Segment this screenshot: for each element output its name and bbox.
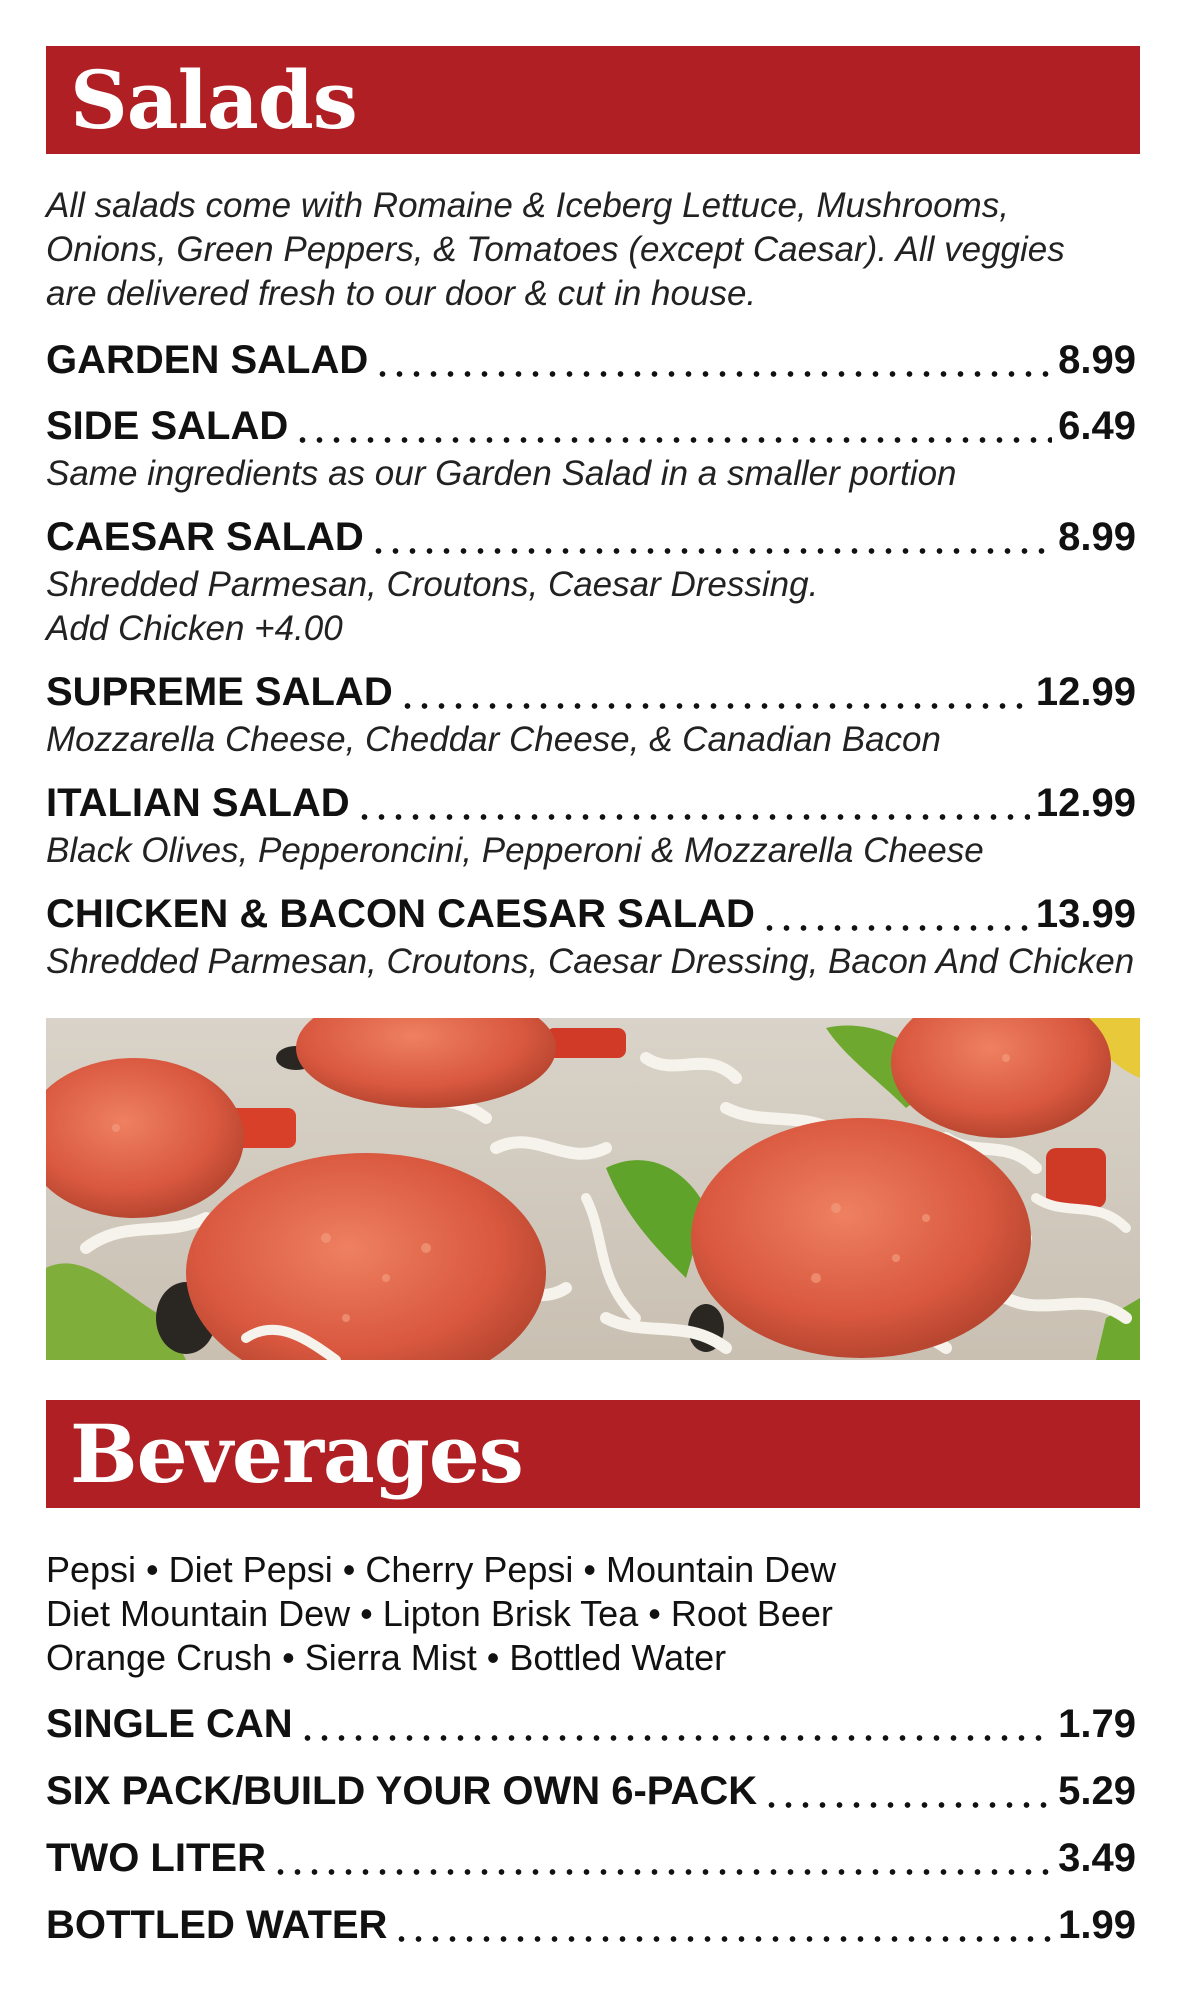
- item-description: Shredded Parmesan, Croutons, Caesar Dressing.: [46, 565, 819, 604]
- beverages-intro-line: Orange Crush • Sierra Mist • Bottled Water: [46, 1637, 727, 1678]
- menu-item-single-can: [46, 1698, 1136, 1750]
- beverages-heading: Beverages: [70, 1407, 523, 1501]
- beverages-intro: [46, 1548, 1140, 1680]
- dot-leader: [374, 338, 1052, 378]
- dot-leader: [356, 781, 1030, 821]
- item-price: 6.49: [1058, 404, 1136, 448]
- item-name: CAESAR SALAD: [46, 515, 364, 559]
- salad-photo: [46, 1018, 1140, 1360]
- item-price: 3.49: [1058, 1836, 1136, 1880]
- beverages-intro-line: Diet Mountain Dew • Lipton Brisk Tea • Root Beer: [46, 1593, 833, 1634]
- dot-leader: [272, 1836, 1052, 1876]
- dot-leader: [763, 1769, 1052, 1809]
- item-description: Same ingredients as our Garden Salad in a smaller portion: [46, 454, 957, 493]
- menu-item-caesar-salad: [46, 511, 1136, 651]
- menu-item-garden-salad: [46, 334, 1136, 386]
- dot-leader: [761, 892, 1030, 932]
- item-name: SUPREME SALAD: [46, 670, 393, 714]
- item-name: SINGLE CAN: [46, 1702, 293, 1746]
- item-price: 8.99: [1058, 515, 1136, 559]
- beverages-intro-line: Pepsi • Diet Pepsi • Cherry Pepsi • Mountain Dew: [46, 1549, 837, 1590]
- beverages-banner: [46, 1400, 1140, 1508]
- salads-intro: [46, 184, 1140, 316]
- item-name: SIX PACK/BUILD YOUR OWN 6-PACK: [46, 1769, 758, 1813]
- item-description: Shredded Parmesan, Croutons, Caesar Dressing, Bacon And Chicken: [46, 942, 1135, 981]
- item-name: SIDE SALAD: [46, 404, 289, 448]
- salads-banner: [46, 46, 1140, 154]
- menu-item-side-salad: [46, 400, 1136, 496]
- item-description: Mozzarella Cheese, Cheddar Cheese, & Canadian Bacon: [46, 720, 941, 759]
- dot-leader: [294, 404, 1052, 444]
- dot-leader: [370, 515, 1052, 555]
- item-description: Black Olives, Pepperoncini, Pepperoni & Mozzarella Cheese: [46, 831, 984, 870]
- item-name: GARDEN SALAD: [46, 338, 369, 382]
- menu-item-two-liter: [46, 1832, 1136, 1884]
- dot-leader: [399, 670, 1030, 710]
- menu-item-bottled-water: [46, 1899, 1136, 1951]
- item-description: Add Chicken +4.00: [46, 609, 343, 648]
- salads-intro-line: are delivered fresh to our door & cut in house.: [46, 274, 757, 313]
- item-price: 12.99: [1035, 670, 1136, 714]
- item-name: CHICKEN & BACON CAESAR SALAD: [46, 892, 755, 936]
- item-name: ITALIAN SALAD: [46, 781, 350, 825]
- salads-intro-line: Onions, Green Peppers, & Tomatoes (except Caesar). All veggies: [46, 230, 1065, 269]
- menu-item-six-pack: [46, 1765, 1136, 1817]
- item-price: 1.99: [1058, 1903, 1136, 1947]
- item-price: 8.99: [1058, 338, 1136, 382]
- dot-leader: [299, 1702, 1052, 1742]
- item-name: BOTTLED WATER: [46, 1903, 388, 1947]
- menu-item-supreme-salad: [46, 666, 1136, 762]
- item-price: 12.99: [1035, 781, 1136, 825]
- menu-item-italian-salad: [46, 777, 1136, 873]
- salads-intro-line: All salads come with Romaine & Iceberg Lettuce, Mushrooms,: [46, 186, 1009, 225]
- item-name: TWO LITER: [46, 1836, 266, 1880]
- item-price: 13.99: [1035, 892, 1136, 936]
- menu-item-chicken-bacon-caesar-salad: [46, 888, 1136, 984]
- salads-heading: Salads: [70, 53, 357, 147]
- item-price: 1.79: [1058, 1702, 1136, 1746]
- item-price: 5.29: [1058, 1769, 1136, 1813]
- dot-leader: [393, 1903, 1052, 1943]
